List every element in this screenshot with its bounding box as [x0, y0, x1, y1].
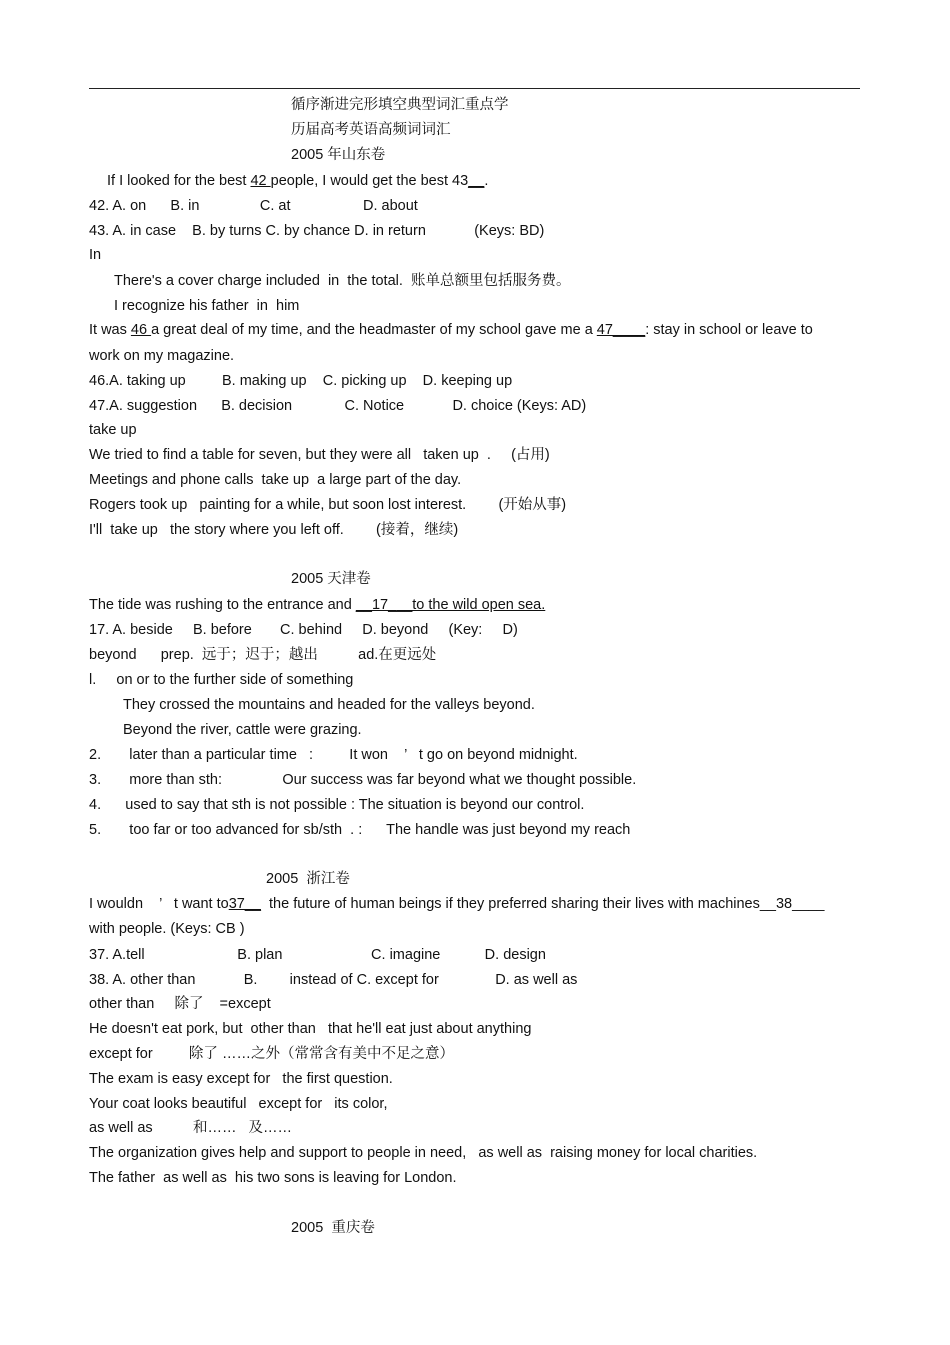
options-38: 38. A. other than B. instead of C. except for D. as well as [89, 972, 578, 988]
blank-42: 42 [250, 173, 271, 189]
section-heading-chongqing: 2005 重庆卷 [291, 1220, 375, 1236]
top-rule [89, 88, 860, 89]
vocab-head-take-up: take up [89, 422, 137, 438]
example-except-for-2: Your coat looks beautiful except for its color, [89, 1096, 388, 1112]
options-47: 47.A. suggestion B. decision C. Notice D. choice (Keys: AD) [89, 398, 587, 414]
blank-37: 37__ [228, 896, 261, 912]
example-take-up-3: Rogers took up painting for a while, but soon lost interest. (开始从事) [89, 497, 567, 513]
example-take-up-4: I'll take up the story where you left off. (接着，继续) [89, 522, 459, 538]
vocab-head-beyond: beyond prep. 远于；迟于；越出 ad.在更远处 [89, 647, 437, 663]
example-take-up-2: Meetings and phone calls take up a large part of the day. [89, 472, 462, 488]
options-17: 17. A. beside B. before C. behind D. beyond (Key: D) [89, 622, 518, 638]
example-as-well-as-1: The organization gives help and support to people in need, as well as raising money for local charities. [89, 1145, 758, 1161]
vocab-head-except-for: except for 除了 ……之外（常常含有美中不足之意） [89, 1046, 454, 1062]
meaning-beyond-5: 5. too far or too advanced for sb/sth . : The handle was just beyond my reach [89, 822, 631, 838]
blank-43: __ [468, 173, 485, 189]
example-beyond-1: They crossed the mountains and headed for the valleys beyond. [123, 697, 535, 713]
options-37: 37. A.tell B. plan C. imagine D. design [89, 947, 546, 963]
blank-46: 46 [130, 322, 152, 338]
example-as-well-as-2: The father as well as his two sons is leaving for London. [89, 1170, 457, 1186]
blank-17: __17_ [355, 597, 397, 613]
example-beyond-2: Beyond the river, cattle were grazing. [123, 722, 362, 738]
blank-47: 47____ [596, 322, 646, 338]
doc-subtitle: 历届高考英语高频词词汇 [291, 122, 451, 138]
options-46: 46.A. taking up B. making up C. picking up D. keeping up [89, 373, 513, 389]
question-37-38-cont: with people. (Keys: CB ) [89, 921, 245, 937]
vocab-head-other-than: other than 除了 =except [89, 996, 271, 1012]
section-heading-zhejiang: 2005 浙江卷 [266, 871, 350, 887]
options-42: 42. A. on B. in C. at D. about [89, 198, 418, 214]
options-43: 43. A. in case B. by turns C. by chance D. in return (Keys: BD) [89, 223, 545, 239]
meaning-beyond-1: l. on or to the further side of something [89, 672, 354, 688]
meaning-beyond-3: 3. more than sth: Our success was far beyond what we thought possible. [89, 772, 637, 788]
question-42-43: If I looked for the best 42 people, I would get the best 43__. [107, 173, 489, 189]
example-other-than: He doesn't eat pork, but other than that he'll eat just about anything [89, 1021, 532, 1037]
question-17: The tide was rushing to the entrance and __17___to the wild open sea. [89, 597, 546, 613]
meaning-beyond-2: 2. later than a particular time : It won ’ t go on beyond midnight. [89, 747, 578, 763]
example-take-up-1: We tried to find a table for seven, but they were all taken up . (占用) [89, 447, 550, 463]
section-heading-shandong: 2005 年山东卷 [291, 147, 386, 163]
doc-title: 循序渐进完形填空典型词汇重点学 [291, 97, 509, 113]
vocab-head-in: In [89, 247, 102, 263]
question-46-47: It was 46 a great deal of my time, and the headmaster of my school gave me a 47____: stay in school or leave to [89, 322, 813, 338]
section-heading-tianjin: 2005 天津卷 [291, 571, 371, 587]
vocab-head-as-well-as: as well as 和…… 及…… [89, 1120, 293, 1136]
meaning-beyond-4: 4. used to say that sth is not possible : The situation is beyond our control. [89, 797, 585, 813]
example-in-1: There's a cover charge included in the total. 账单总额里包括服务费。 [114, 273, 571, 289]
example-in-2: I recognize his father in him [114, 298, 300, 314]
question-37-38: I wouldn ’ t want to37__ the future of human beings if they preferred sharing their lives with machines__38____ [89, 896, 825, 912]
example-except-for-1: The exam is easy except for the first question. [89, 1071, 393, 1087]
question-46-47-cont: work on my magazine. [89, 348, 235, 364]
